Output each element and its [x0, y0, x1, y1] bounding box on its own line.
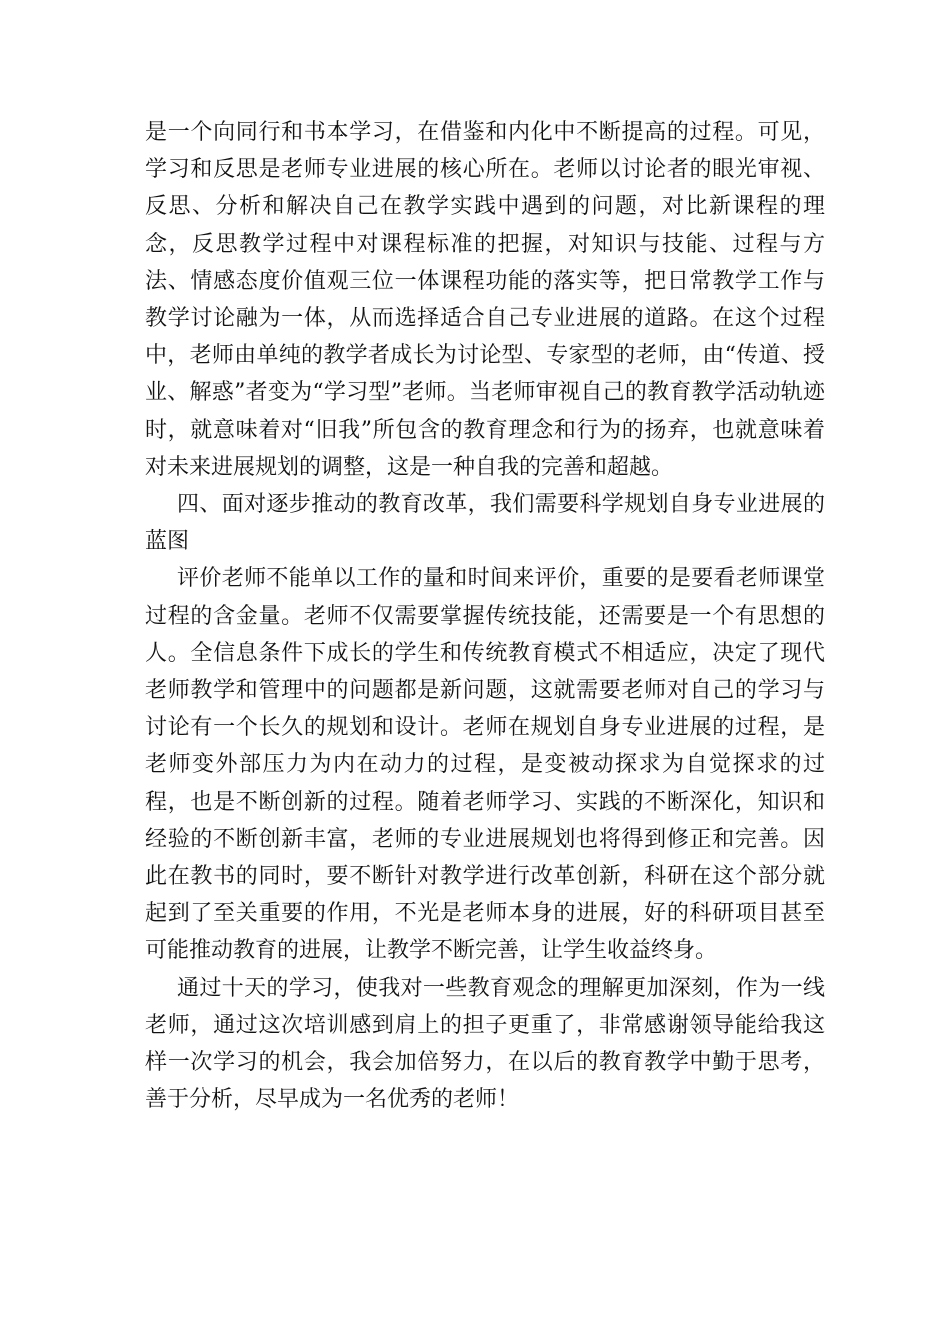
section-heading-four: 四、面对逐步推动的教育改革，我们需要科学规划自身专业进展的蓝图	[145, 492, 825, 555]
paragraph-continuation: 是一个向同行和书本学习，在借鉴和内化中不断提高的过程。可见，学习和反思是老师专业进展的核心所在。老师以讨论者的眼光审视、反思、分析和解决自己在教学实践中遇到的问题，对比新课程的理念，反思教学过程中对课程标准的把握，对知识与技能、过程与方法、情感态度价值观三位一体课程功能的落实等，把日常教学工作与教学讨论融为一体，从而选择适合自己专业进展的道路。在这个过程中，老师由单纯的教学者成长为讨论型、专家型的老师，由“传道、授业、解惑”者变为“学习型”老师。当老师审视自己的教育教学活动轨迹时，就意味着对“旧我”所包含的教育理念和行为的扬弃，也就意味着对未来进展规划的调整，这是一种自我的完善和超越。	[145, 120, 825, 480]
paragraph-conclusion: 通过十天的学习，使我对一些教育观念的理解更加深刻，作为一线老师，通过这次培训感到肩上的担子更重了，非常感谢领导能给我这样一次学习的机会，我会加倍努力，在以后的教育教学中勤于思考，善于分析，尽早成为一名优秀的老师！	[145, 975, 825, 1113]
paragraph-evaluation: 评价老师不能单以工作的量和时间来评价，重要的是要看老师课堂过程的含金量。老师不仅需要掌握传统技能，还需要是一个有思想的人。全信息条件下成长的学生和传统教育模式不相适应，决定了现代老师教学和管理中的问题都是新问题，这就需要老师对自己的学习与讨论有一个长久的规划和设计。老师在规划自身专业进展的过程，是老师变外部压力为内在动力的过程，是变被动探求为自觉探求的过程，也是不断创新的过程。随着老师学习、实践的不断深化，知识和经验的不断创新丰富，老师的专业进展规划也将得到修正和完善。因此在教书的同时，要不断针对教学进行改革创新，科研在这个部分就起到了至关重要的作用，不光是老师本身的进展，好的科研项目甚至可能推动教育的进展，让教学不断完善，让学生收益终身。	[145, 566, 825, 964]
document-page	[145, 114, 825, 1118]
